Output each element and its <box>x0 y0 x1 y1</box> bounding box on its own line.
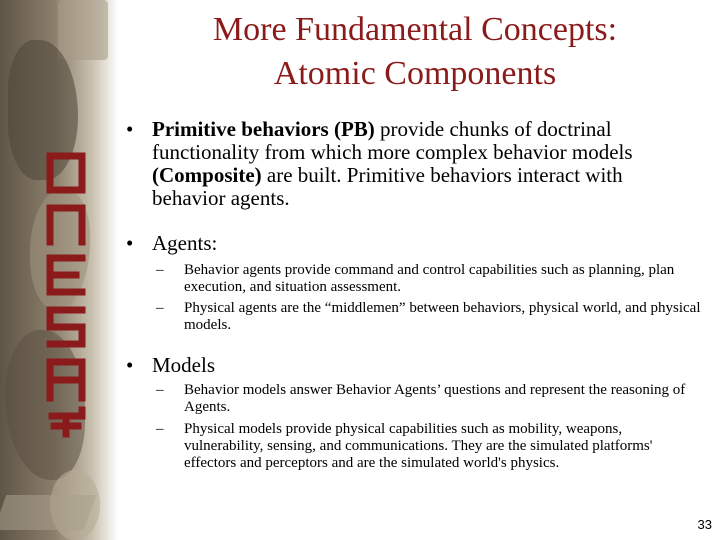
title-line-2: Atomic Components <box>273 55 557 92</box>
slide-title <box>120 8 710 96</box>
onesaf-logo <box>42 150 90 440</box>
bullet-marker: • <box>126 231 134 255</box>
bullet-bold-term: Primitive behaviors (PB) <box>152 117 375 141</box>
monitor-image <box>58 0 108 60</box>
bullet-marker: • <box>126 117 134 141</box>
bullet-marker: • <box>126 353 134 377</box>
title-line-1: More Fundamental Concepts: <box>212 11 618 48</box>
page-number: 33 <box>697 517 712 532</box>
keyboard-image <box>0 495 96 530</box>
bullet-label: Agents: <box>152 231 218 255</box>
bullet-bold-term-2: (Composite) <box>152 163 262 187</box>
bullet-label: Models <box>152 353 215 377</box>
